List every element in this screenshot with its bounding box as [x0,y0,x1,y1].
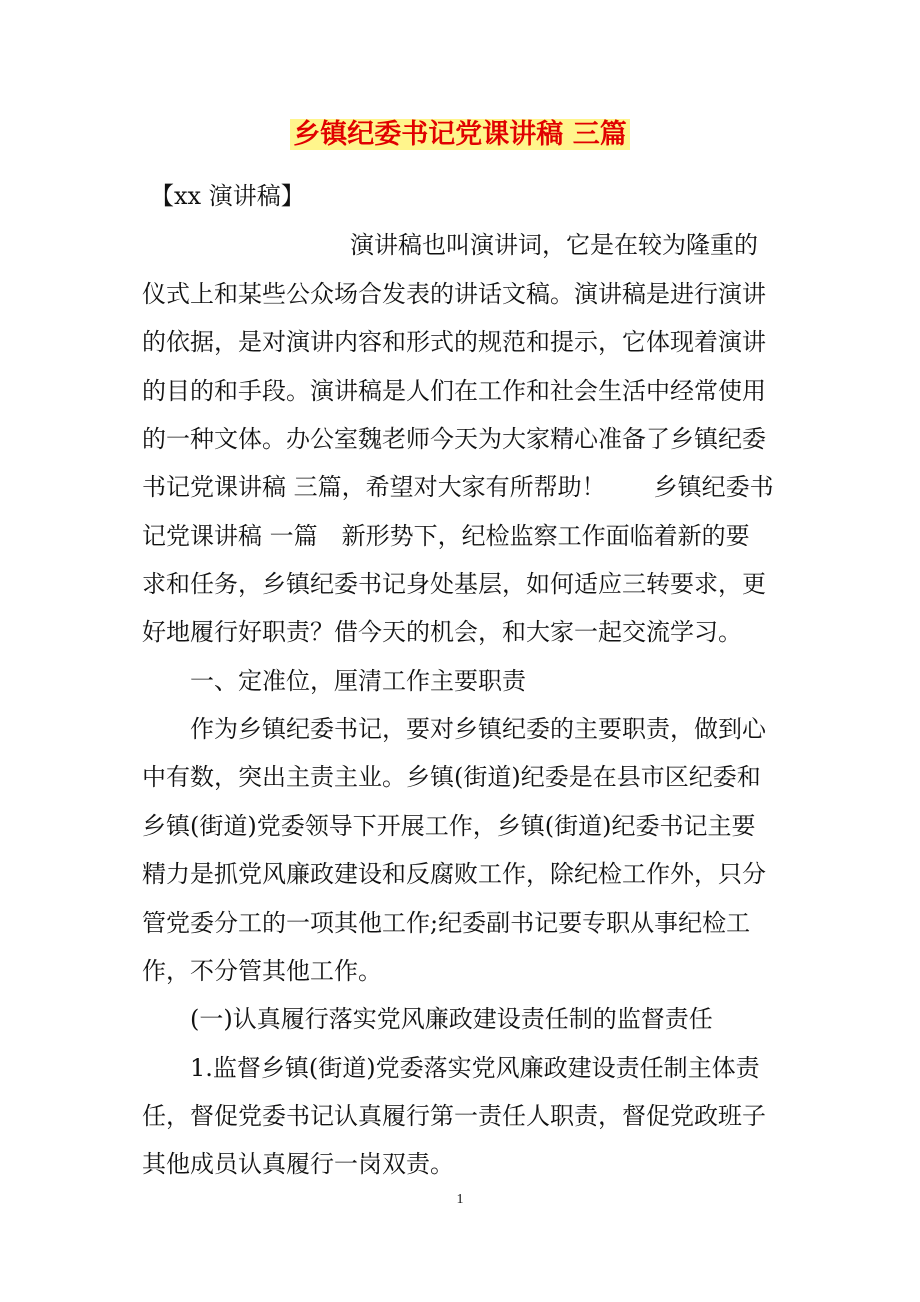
paragraph-line: 仪式上和某些公众场合发表的讲话文稿。演讲稿是进行演讲 [142,280,766,308]
paragraph-line: 精力是抓党风廉政建设和反腐败工作，除纪检工作外，只分 [142,860,766,888]
paragraph-line: 书记党课讲稿 三篇，希望对大家有所帮助！ 乡镇纪委书 [142,473,774,501]
paragraph-line: 作为乡镇纪委书记，要对乡镇纪委的主要职责，做到心 [190,715,766,743]
paragraph-line: 任，督促党委书记认真履行第一责任人职责，督促党政班子 [142,1102,766,1130]
paragraph-line: 管党委分工的一项其他工作;纪委副书记要专职从事纪检工 [142,909,751,937]
paragraph-line: 的一种文体。办公室魏老师今天为大家精心准备了乡镇纪委 [142,425,766,453]
paragraph-line: 的依据，是对演讲内容和形式的规范和提示，它体现着演讲 [142,328,766,356]
paragraph-line: 的目的和手段。演讲稿是人们在工作和社会生活中经常使用 [142,377,766,405]
title-text: 乡镇纪委书记党课讲稿 三篇 [290,119,629,150]
paragraph-line: 乡镇(街道)党委领导下开展工作，乡镇(街道)纪委书记主要 [142,812,756,840]
paragraph-line: 好地履行好职责？借今天的机会，和大家一起交流学习。 [142,618,742,646]
document-title [0,112,920,158]
section-tag: 【xx 演讲稿】 [150,182,305,210]
paragraph-line: 演讲稿也叫演讲词，它是在较为隆重的 [350,231,758,259]
paragraph-line: 中有数，突出主责主业。乡镇(街道)纪委是在县市区纪委和 [142,763,761,791]
paragraph-line: 作，不分管其他工作。 [142,957,382,985]
paragraph-line: 1.监督乡镇(街道)党委落实党风廉政建设责任制主体责 [190,1054,760,1082]
page-number: 1 [456,1192,464,1207]
paragraph-line: 记党课讲稿 一篇 新形势下，纪检监察工作面临着新的要 [142,522,750,550]
section-heading: 一、定准位，厘清工作主要职责 [190,667,526,695]
subsection-heading: (一)认真履行落实党风廉政建设责任制的监督责任 [190,1005,713,1033]
paragraph-line: 求和任务，乡镇纪委书记身处基层，如何适应三转要求，更 [142,570,766,598]
paragraph-line: 其他成员认真履行一岗双责。 [142,1150,454,1178]
